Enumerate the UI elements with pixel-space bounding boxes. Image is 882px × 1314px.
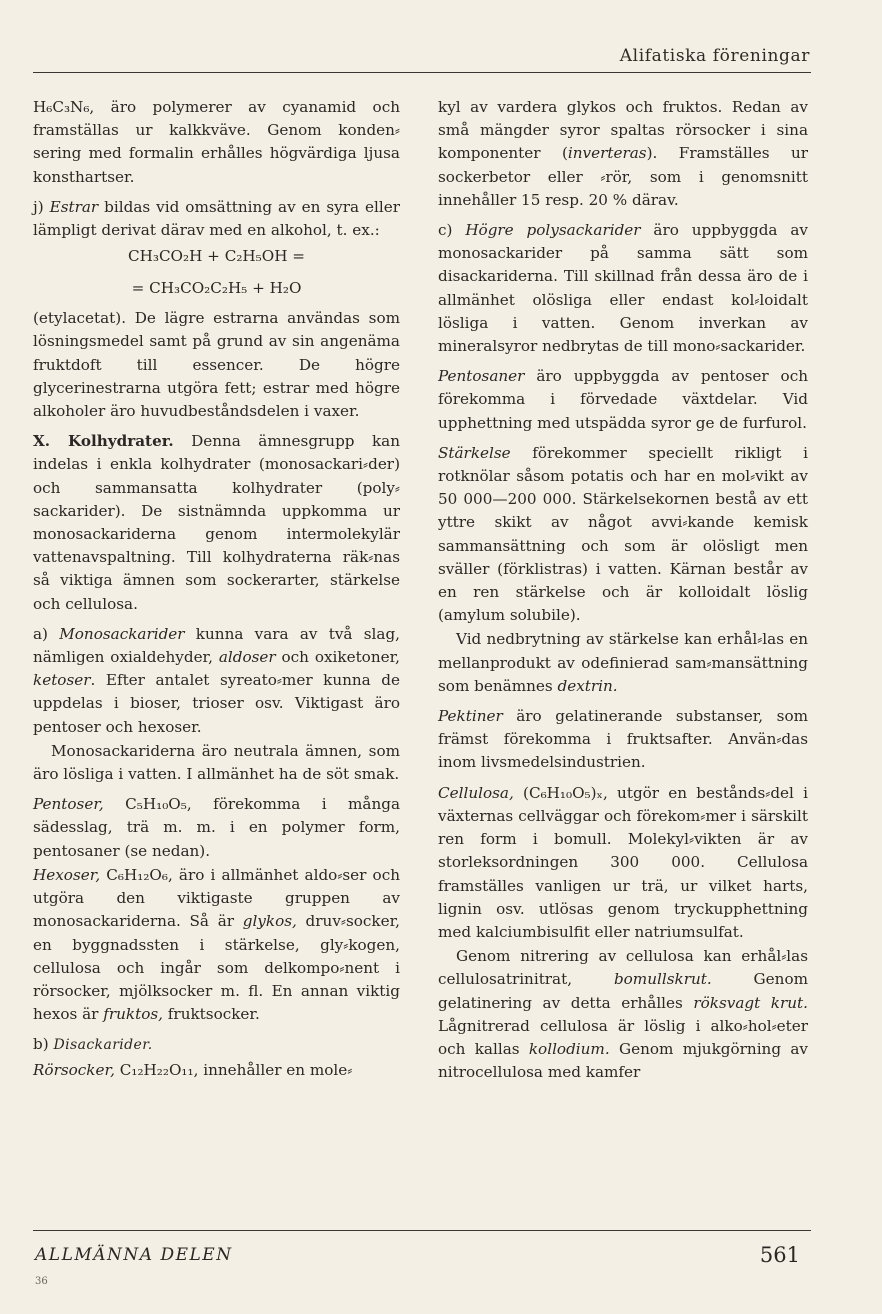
- term: dextrin.: [557, 676, 618, 695]
- paragraph: (etylacetat). De lägre estrarna användas som lösningsmedel samt på grund av sin angenäma fruktdoft till essencer. De högre glycerinestrarna utgöra fett; estrar med högre alkoholer äro huvudbeståndsdelen i vaxer.: [33, 309, 400, 421]
- paragraph: [33, 96, 400, 189]
- paragraph-text: fruktsocker.: [162, 1005, 260, 1024]
- page-number: 561: [759, 1243, 800, 1267]
- formula-line-1: CH₃CO₂H + C₂H₅OH =: [127, 247, 306, 266]
- section-heading: X. Kolhydrater.: [33, 432, 174, 451]
- term: fruktos,: [103, 1005, 163, 1024]
- printer-signature: 36: [35, 1276, 48, 1287]
- paragraph: [33, 196, 400, 242]
- footer-section-title: ALLMÄNNA DELEN: [35, 1245, 233, 1265]
- chemical-formula: H₆C₃N₆: [33, 98, 90, 116]
- running-header: Alifatiska föreningar: [619, 46, 810, 66]
- term: ketoser: [33, 671, 91, 690]
- paragraph: [438, 945, 808, 1084]
- paragraph-text: förekommer speciellt rikligt i rotknölar såsom potatis och har en mol⸗vikt av 50 000—200 000. Stärkelsekornen bestå av ett yttre skikt av något avvi⸗kande kemisk sammansättning och som är olösligt men sväller (förklistras) i vatten. Kärnan består av en ren stärkelse och är kolloidalt löslig (amylum solubile).: [438, 443, 808, 625]
- paragraph-text: Genom nitrering av cellulosa kan erhål⸗las cellulosatrinitrat,: [438, 947, 808, 989]
- term: Hexoser,: [33, 865, 101, 884]
- left-column: [33, 96, 400, 1089]
- paragraph-text: Vid nedbrytning av stärkelse kan erhål⸗las en mellanprodukt av odefinierad sam⸗mansättning som benämnes: [438, 630, 808, 695]
- term: inverteras: [567, 144, 647, 163]
- paragraph-text: Lågnitrerad cellulosa är löslig i alko⸗hol⸗eter och kallas: [438, 1016, 808, 1058]
- footer-rule: [33, 1230, 811, 1231]
- term: Pektiner: [438, 707, 503, 726]
- chemical-formula: (C₆H₁₀O₅)ₓ: [513, 783, 603, 802]
- paragraph-text: äro gelatinerande substanser, som främst förekomma i fruktsafter. Använ⸗das inom livsmedelsindustrien.: [438, 707, 808, 772]
- paragraph: [438, 96, 808, 212]
- term: Pentosaner: [438, 367, 525, 386]
- paragraph-text: kunna vara av två slag, nämligen oxialdehyder,: [33, 624, 400, 667]
- chemical-formula: C₁₂H₂₂O₁₁: [114, 1060, 194, 1079]
- chemical-formula: C₅H₁₀O₅: [103, 795, 187, 814]
- list-label: c): [438, 221, 466, 240]
- paragraph: [33, 430, 400, 616]
- term: röksvagt krut.: [693, 993, 808, 1012]
- paragraph-text: , äro i allmänhet aldo⸗ser och utgöra den viktigaste gruppen av monosackariderna. Så är: [33, 865, 400, 931]
- paragraph: [33, 623, 400, 739]
- paragraph: [438, 365, 808, 435]
- paragraph-text: och oxiketoner,: [275, 648, 401, 667]
- formula-line-2: = CH₃CO₂C₂H₅ + H₂O: [131, 279, 302, 298]
- paragraph-text: Genom mjukgörning av nitrocellulosa med kamfer: [438, 1039, 808, 1082]
- header-rule: [33, 72, 811, 73]
- term: glykos,: [242, 912, 297, 931]
- term: Cellulosa,: [438, 783, 514, 802]
- list-label: b): [33, 1035, 54, 1054]
- paragraph: Monosackariderna äro neutrala ämnen, som äro lösliga i vatten. I allmänhet ha de söt smak.: [33, 741, 400, 784]
- term: Stärkelse: [438, 443, 511, 462]
- paragraph-text: , innehåller en mole⸗: [193, 1060, 353, 1079]
- term: Rörsocker,: [33, 1060, 115, 1079]
- term: bomullskrut.: [613, 970, 712, 989]
- paragraph-text: Genom gelatinering av detta erhålles: [438, 970, 808, 1012]
- paragraph: [438, 219, 808, 358]
- right-column: [438, 96, 808, 1091]
- paragraph-text: , förekomma i många sädesslag, trä m. m. i en polymer form, pentosaner (se nedan).: [33, 795, 401, 860]
- subsection-heading: Disackarider.: [53, 1037, 153, 1054]
- paragraph: [33, 864, 400, 1026]
- paragraph-text: ). Framställes ur sockerbetor eller ⸗rör, som i genomsnitt innehåller 15 resp. 20 % därav.: [438, 144, 808, 209]
- paragraph: [33, 1033, 400, 1057]
- term: Pentoser,: [33, 795, 104, 814]
- term: Monosackarider: [59, 624, 185, 643]
- paragraph: [438, 628, 808, 698]
- paragraph-text: , utgör en bestånds⸗del i växternas cellväggar och förekom⸗mer i särskilt ren form i bomull. Molekyl⸗vikten är av storleksordningen 300 000. Cellulosa framställes vanligen ur trä, ur vilket harts, lignin osv. utlösas genom tryckupphettning med kalciumbisulfit eller natriumsulfat.: [438, 783, 808, 941]
- paragraph: [33, 793, 400, 863]
- term: Estrar: [49, 197, 99, 216]
- list-label: a): [33, 624, 60, 643]
- paragraph: [33, 1059, 400, 1082]
- chemical-formula: C₆H₁₂O₆: [100, 865, 168, 884]
- paragraph: [438, 442, 808, 628]
- paragraph-text: bildas vid omsättning av en syra eller lämpligt derivat därav med en alkohol, t. ex.:: [33, 197, 401, 240]
- paragraph-text: äro uppbyggda av pentoser och förekomma i förvedade växtdelar. Vid upphettning med utspädda syror ge de furfurol.: [438, 367, 808, 432]
- term: Högre polysackarider: [465, 221, 641, 240]
- paragraph-text: . Efter antalet syreato⸗mer kunna de uppdelas i bioser, trioser osv. Viktigast äro pentoser och hexoser.: [33, 671, 400, 736]
- paragraph-text: äro uppbyggda av monosackarider på samma sätt som disackariderna. Till skillnad från dessa äro de i allmänhet olösliga eller endast kol⸗loidalt lösliga i vatten. Genom inverkan av mineralsyror nedbrytas de till mono⸗sackarider.: [438, 221, 808, 356]
- list-label: j): [33, 197, 50, 216]
- paragraph: [438, 782, 808, 944]
- paragraph-text: kyl av vardera glykos och fruktos. Redan av små mängder syror spaltas rörsocker i sina komponenter (: [438, 98, 808, 163]
- term: kollodium.: [528, 1039, 610, 1058]
- paragraph-text: , äro polymerer av cyanamid och framställas ur kalkkväve. Genom konden⸗sering med formalin erhålles högvärdiga ljusa konsthartser.: [33, 98, 400, 186]
- paragraph: [438, 705, 808, 775]
- paragraph-text: Denna ämnesgrupp kan indelas i enkla kolhydrater (monosackari⸗der) och sammansatta kolhydrater (poly⸗sackarider). De sistnämnda uppkomma ur monosackariderna genom intermolekylär vattenavspaltning. Till kolhydraterna räk⸗nas så viktiga ämnen som sockerarter, stärkelse och cellulosa.: [33, 432, 400, 613]
- paragraph-text: druv⸗socker, en byggnadssten i stärkelse, gly⸗kogen, cellulosa och ingår som delkompo⸗nent i rörsocker, mjölksocker m. fl. En annan viktig hexos är: [33, 912, 401, 1024]
- term: aldoser: [218, 648, 276, 667]
